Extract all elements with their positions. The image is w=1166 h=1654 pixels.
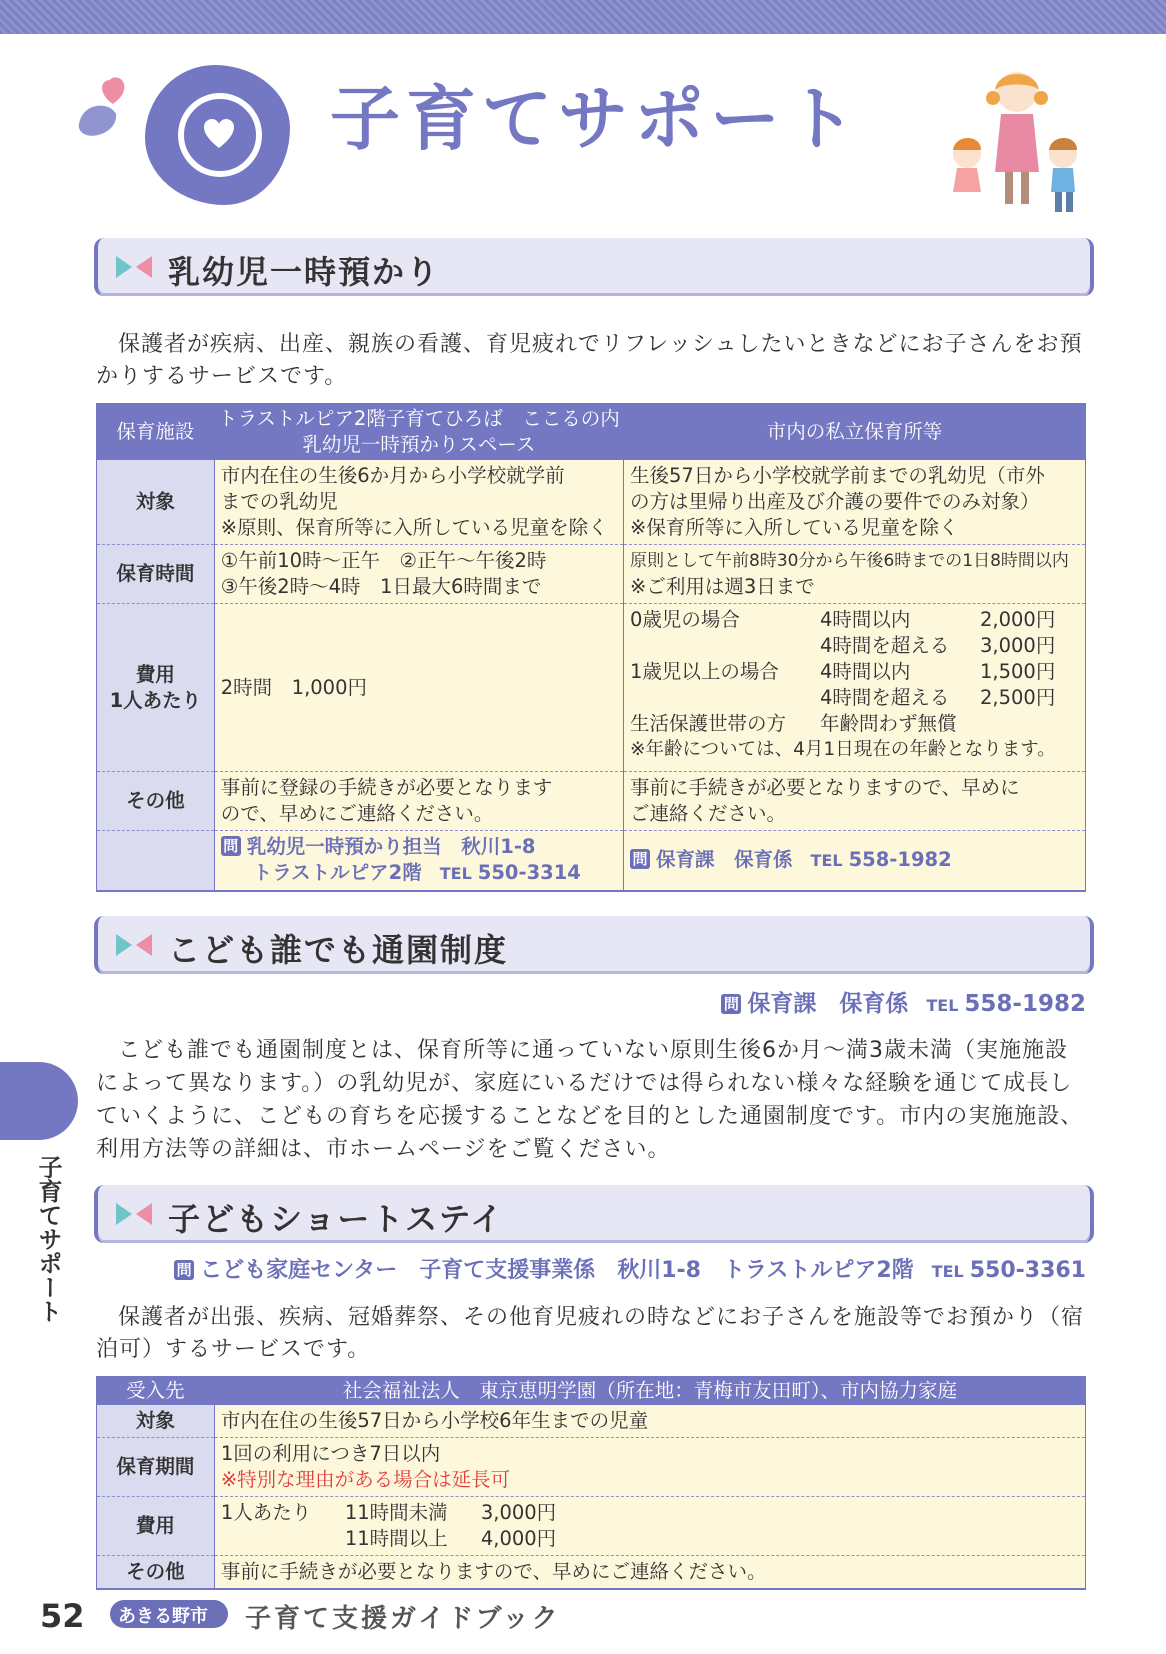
header-host-value: 社会福祉法人 東京恵明学園（所在地：青梅市友田町）、市内協力家庭 (214, 1377, 1085, 1405)
section-title: 子どもショートステイ (168, 1200, 505, 1238)
header-private-nursery: 市内の私立保育所等 (624, 404, 1086, 460)
short-stay-table (96, 1376, 1086, 1590)
inquiry-icon: 問 (630, 849, 650, 869)
purple-leaf-icon (76, 100, 120, 140)
city-logo: あきる野市 (110, 1598, 230, 1630)
inquiry-icon: 問 (721, 994, 741, 1014)
row-label-contact (97, 831, 215, 892)
section-heading-infant-care (94, 238, 1094, 296)
cell-target: 市内在住の生後57日から小学校6年生までの児童 (214, 1405, 1085, 1438)
bow-icon (116, 1203, 152, 1225)
infant-care-intro: 保護者が疾病、出産、親族の看護、育児疲れでリフレッシュしたいときなどにお子さんをお預かりするサービスです。 (96, 332, 1083, 389)
cell-fee-a: 2時間 1,000円 (214, 604, 623, 772)
row-label-fee: 費用 (97, 1497, 215, 1556)
header-facility: 保育施設 (97, 404, 215, 460)
section-heading-short-stay (94, 1185, 1094, 1243)
short-stay-intro: 保護者が出張、疾病、冠婚葬祭、その他育児疲れの時などにお子さんを施設等でお預かり（宿泊可）するサービスです。 (96, 1305, 1085, 1362)
heart-icon (202, 117, 236, 151)
guide-title: 子育て支援ガイドブック (245, 1604, 561, 1634)
family-illustration-icon (935, 62, 1095, 222)
cell-period: 1回の利用につき7日以内 ※特別な理由がある場合は延長可 (214, 1438, 1085, 1497)
row-label-target: 対象 (97, 1405, 215, 1438)
cell-target-b: 生後57日から小学校就学前までの乳幼児（市外 の方は里帰り出産及び介護の要件でのみ対象） ※保育所等に入所している児童を除く (624, 460, 1086, 545)
top-band (0, 0, 1166, 34)
page-title: 子育てサポート (330, 78, 862, 160)
cell-fee: 1人あたり 11時間未満 3,000円 11時間以上 4,000円 (214, 1497, 1085, 1556)
daycare-intro: こども誰でも通園制度とは、保育所等に通っていない原則生後6か月～満3歳未満（実施施設によって異なります。）の乳幼児が、家庭にいるだけでは得られない様々な経験を通じて成長していくように、こどもの育ちを応援することなどを目的とした通園制度です。市内の実施施設、利用方法等の詳細は、市ホームページをご覧ください。 (96, 1038, 1084, 1162)
row-label-period: 保育期間 (97, 1438, 215, 1497)
header-trustpia: トラストルピア2階子育てひろば ここるの内 乳幼児一時預かりスペース (214, 404, 623, 460)
infant-care-table (96, 403, 1086, 892)
inquiry-icon: 問 (174, 1260, 194, 1280)
bow-icon (116, 256, 152, 278)
row-label-other: その他 (97, 1556, 215, 1590)
row-label-fee: 費用 1人あたり (97, 604, 215, 772)
short-stay-contact: 問 こども家庭センター 子育て支援事業係 秋川1-8 トラストルピア2階 TEL 550-3361 (174, 1253, 1086, 1284)
cell-contact-a: 問 乳幼児一時預かり担当 秋川1-8 トラストルピア2階 TEL 550-3314 (214, 831, 623, 892)
cell-contact-b: 問 保育課 保育係 TEL 558-1982 (624, 831, 1086, 892)
bow-icon (116, 934, 152, 956)
section-heading-daycare-system (94, 916, 1094, 974)
cell-other-b: 事前に手続きが必要となりますので、早めに ご連絡ください。 (624, 772, 1086, 831)
side-tab (0, 1062, 78, 1140)
inquiry-icon: 問 (221, 836, 241, 856)
side-tab-label: 子育てサポート (34, 1155, 62, 1323)
cell-other: 事前に手続きが必要となりますので、早めにご連絡ください。 (214, 1556, 1085, 1590)
row-label-other: その他 (97, 772, 215, 831)
cell-hours-b: 原則として午前8時30分から午後6時までの1日8時間以内 ※ご利用は週3日まで (624, 545, 1086, 604)
page-number: 52 (40, 1597, 85, 1635)
cell-fee-b: 0歳児の場合 4時間以内 2,000円 4時間を超える 3,000円 1歳児以上の場合 4時間以内 1,500円 4時間を超える 2,500円 生活保護世帯の方 年齢問わず無償 ※年齢については、4月1日現在の年齢となります。 (624, 604, 1086, 772)
row-label-hours: 保育時間 (97, 545, 215, 604)
header-host: 受入先 (97, 1377, 215, 1405)
section-title: 乳幼児一時預かり (168, 253, 441, 291)
cell-target-a: 市内在住の生後6か月から小学校就学前 までの乳幼児 ※原則、保育所等に入所している児童を除く (214, 460, 623, 545)
row-label-target: 対象 (97, 460, 215, 545)
cell-hours-a: ①午前10時～正午 ②正午～午後2時 ③午後2時～4時 1日最大6時間まで (214, 545, 623, 604)
section-title: こども誰でも通園制度 (168, 931, 509, 969)
cell-other-a: 事前に登録の手続きが必要となります ので、早めにご連絡ください。 (214, 772, 623, 831)
daycare-contact: 問 保育課 保育係 TEL 558-1982 (721, 985, 1086, 1018)
